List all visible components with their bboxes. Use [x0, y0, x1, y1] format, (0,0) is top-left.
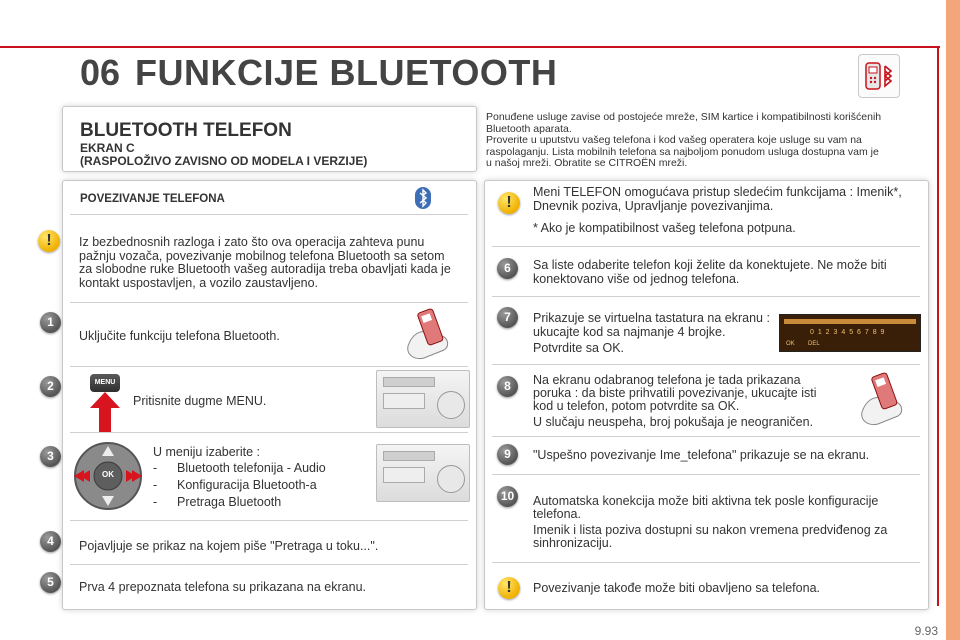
hand-holding-phone-icon — [398, 306, 462, 360]
ok-button-label[interactable]: OK — [102, 470, 114, 479]
keypad-del[interactable]: DEL — [808, 341, 820, 347]
divider — [492, 474, 920, 475]
hand-holding-phone-icon — [852, 368, 916, 428]
step-badge-3: 3 — [40, 446, 61, 467]
radio-unit-image — [376, 444, 470, 502]
step-6-line2: konektovano više od jednog telefona. — [533, 272, 740, 286]
divider — [70, 214, 468, 215]
warning-icon: ! — [498, 577, 520, 599]
top-red-rule — [0, 46, 940, 48]
step-10-line4: sinhronizaciju. — [533, 536, 613, 550]
step-6-line1: Sa liste odaberite telefon koji želite da konektujete. Ne može biti — [533, 258, 887, 272]
step-3-intro: U meniju izaberite : — [153, 445, 260, 459]
step-8-line1: Na ekranu odabranog telefona je tada prikazana — [533, 373, 801, 387]
section-heading: BLUETOOTH TELEFON — [80, 120, 292, 141]
right-red-rule — [937, 46, 939, 606]
step-8-line4: U slučaju neuspeha, broj pokušaja je neograničen. — [533, 415, 814, 429]
step-8-line2: poruka : da biste prihvatili povezivanje, ukucajte isti — [533, 386, 817, 400]
warning-icon: ! — [38, 230, 60, 252]
page-number: 9.93 — [914, 624, 938, 638]
chapter-number: 06 — [80, 52, 121, 93]
step-badge-5: 5 — [40, 572, 61, 593]
list-item: - Bluetooth telefonija - Audio — [153, 461, 326, 475]
step-badge-9: 9 — [497, 444, 518, 465]
bluetooth-phone-icon — [858, 54, 900, 98]
step-10-line2: telefona. — [533, 507, 581, 521]
step-5-text: Prva 4 prepoznata telefona su prikazana na ekranu. — [79, 580, 366, 594]
phone-pairing-note: Povezivanje takođe može biti obavljeno sa telefona. — [533, 581, 820, 595]
step-10-line3: Imenik i lista poziva dostupni su nakon vremena predviđenog za — [533, 523, 888, 537]
service-availability-note: Ponuđene usluge zavise od postojeće mreže, SIM kartice i kompatibilnosti korišćenih Bluetooth aparata. Proverite u uputstvu vašeg telefona i kod vašeg operatera koje usluge su vam na raspolaganju. Lista mobilnih telefona sa najboljom ponudom usluga dostupna vam je u našoj mreži. Obratite se CITROËN mreži. — [486, 111, 882, 169]
divider — [492, 296, 920, 297]
divider — [492, 364, 920, 365]
step-10-line1: Automatska konekcija može biti aktivna tek posle konfiguracije — [533, 494, 879, 508]
ok-navigation-pad[interactable] — [70, 438, 146, 514]
step-4-text: Pojavljuje se prikaz na kojem piše "Pretraga u toku...". — [79, 539, 379, 553]
menu-button-graphic[interactable] — [86, 372, 124, 432]
list-item: - Pretraga Bluetooth — [153, 495, 282, 509]
step-2-text: Pritisnite dugme MENU. — [133, 394, 267, 408]
side-tab-bar — [946, 0, 960, 640]
divider — [70, 432, 468, 433]
list-item: - Konfiguracija Bluetooth-a — [153, 478, 317, 492]
step-7-line1: Prikazuje se virtuelna tastatura na ekranu : — [533, 311, 770, 325]
safety-warning-text: Iz bezbednosnih razloga i zato što ova operacija zahteva punu pažnju vozača, povezivanje mobilnog telefona Bluetooth sa setom za slobodne ruke Bluetooth vašeg autoradija treba obavljati kada je kontakt uspostavljen, a vozilo zaustavljeno. — [79, 235, 451, 290]
divider — [492, 562, 920, 563]
step-badge-1: 1 — [40, 312, 61, 333]
step-badge-8: 8 — [497, 376, 518, 397]
compatibility-footnote: * Ako je kompatibilnost vašeg telefona potpuna. — [533, 221, 796, 235]
keypad-digits[interactable]: 0 1 2 3 4 5 6 7 8 9 — [810, 329, 886, 336]
step-8-line3: kod u telefon, potom potvrdite sa OK. — [533, 399, 740, 413]
divider — [70, 302, 468, 303]
step-badge-7: 7 — [497, 307, 518, 328]
step-9-text: "Uspešno povezivanje Ime_telefona" prikazuje se na ekranu. — [533, 448, 870, 462]
divider — [70, 564, 468, 565]
menu-options-list — [153, 460, 326, 511]
divider — [70, 520, 468, 521]
phone-menu-info-line2: Dnevnik poziva, Upravljanje povezivanjima. — [533, 199, 774, 213]
radio-unit-image — [376, 370, 470, 428]
step-badge-4: 4 — [40, 531, 61, 552]
step-7-line3: Potvrdite sa OK. — [533, 341, 625, 355]
menu-button[interactable]: MENU — [90, 374, 120, 392]
step-1-text: Uključite funkciju telefona Bluetooth. — [79, 329, 280, 343]
step-badge-2: 2 — [40, 376, 61, 397]
page-title: FUNKCIJE BLUETOOTH — [135, 52, 558, 93]
divider — [492, 246, 920, 247]
step-7-line2: ukucajte kod sa najmanje 4 brojke. — [533, 325, 726, 339]
bluetooth-icon — [415, 187, 431, 209]
keypad-ok[interactable]: OK — [786, 341, 795, 347]
screen-type-label: EKRAN C — [80, 141, 135, 155]
virtual-keypad-screen — [779, 314, 921, 352]
phone-menu-info-line1: Meni TELEFON omogućava pristup sledećim funkcijama : Imenik*, — [533, 185, 902, 199]
availability-label: (RASPOLOŽIVO ZAVISNO OD MODELA I VERZIJE) — [80, 154, 368, 168]
step-badge-10: 10 — [497, 486, 518, 507]
warning-icon: ! — [498, 192, 520, 214]
arrow-up-icon — [90, 392, 120, 432]
divider — [70, 366, 468, 367]
divider — [492, 436, 920, 437]
step-badge-6: 6 — [497, 258, 518, 279]
pairing-section-title: POVEZIVANJE TELEFONA — [80, 193, 225, 205]
